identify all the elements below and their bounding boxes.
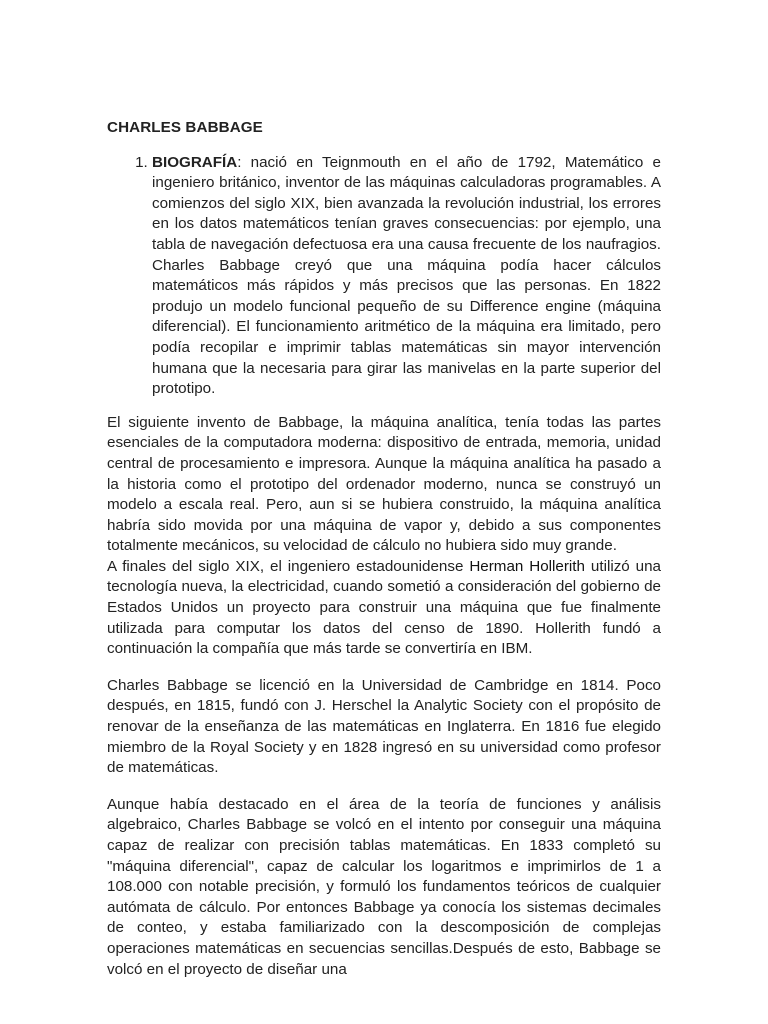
document-title: CHARLES BABBAGE (107, 119, 263, 136)
list-item (152, 153, 661, 400)
biografia-text: : nació en Teignmouth en el año de 1792, Matemático e ingeniero británico, inventor de las máquinas calculadoras programables. A comienzos del siglo XIX, bien avanzada la revolución industrial, los errores en los datos matemáticos tenían graves consecuencias: por ejemplo, una tabla de navegación defectuosa era una causa frecuente de los naufragios. Charles Babbage creyó que una máquina podía hacer cálculos matemáticos más rápidos y más precisos que las personas. En 1822 produjo un modelo funcional pequeño de su Difference engine (máquina diferencial). El funcionamiento aritmético de la máquina era limitado, pero podía recopilar e imprimir tablas matemáticas sin mayor intervención humana que la necesaria para girar las manivelas en la parte superior del prototipo. (152, 153, 661, 398)
paragraph-difference-engine: Aunque había destacado en el área de la teoría de funciones y análisis algebraico, Charles Babbage se volcó en el intento por conseguir una máquina capaz de realizar con precisión tablas matemáticas. En 1833 completó su "máquina diferencial", capaz de calcular los logaritmos e imprimirlos de 1 a 108.000 con notable precisión, y formuló los fundamentos teóricos de cualquier autómata de cálculo. Por entonces Babbage ya conocía los sistemas decimales de conteo, y estaba familiarizado con la descomposición de complejas operaciones matemáticas en secuencias sencillas.Después de esto, Babbage se volcó en el proyecto de diseñar una (107, 795, 661, 978)
biografia-label: BIOGRAFÍA (152, 153, 238, 171)
document-page (107, 118, 661, 980)
paragraph-hollerith-rest: utilizó una tecnología nueva, la electricidad, cuando sometió a consideración del gobierno de Estados Unidos un proyecto para construir una máquina que fue finalmente utilizada para computar los datos del censo de 1890. Hollerith fundó a continuación la compañía que más tarde se convertiría en IBM. (107, 557, 661, 658)
biography-list (107, 153, 661, 400)
paragraph-hollerith (107, 557, 661, 660)
paragraph-cambridge: Charles Babbage se licenció en la Universidad de Cambridge en 1814. Poco después, en 1815, fundó con J. Herschel la Analytic Society con el propósito de renovar de la enseñanza de las matemáticas en Inglaterra. En 1816 fue elegido miembro de la Royal Society y en 1828 ingresó en su universidad como profesor de matemáticas. (107, 676, 661, 777)
paragraph-hollerith-intro: A finales del siglo XIX, el ingeniero estadounidense (107, 557, 470, 575)
herman-hollerith-link[interactable]: Herman Hollerith (469, 557, 585, 575)
paragraph-analytical-engine: El siguiente invento de Babbage, la máquina analítica, tenía todas las partes esenciales de la computadora moderna: dispositivo de entrada, memoria, unidad central de procesamiento e impresora. Aunque la máquina analítica ha pasado a la historia como el prototipo del ordenador moderno, nunca se construyó un modelo a escala real. Pero, aun si se hubiera construido, la máquina analítica habría sido movida por una máquina de vapor y, debido a sus componentes totalmente mecánicos, su velocidad de cálculo no hubiera sido muy grande. (107, 413, 661, 555)
